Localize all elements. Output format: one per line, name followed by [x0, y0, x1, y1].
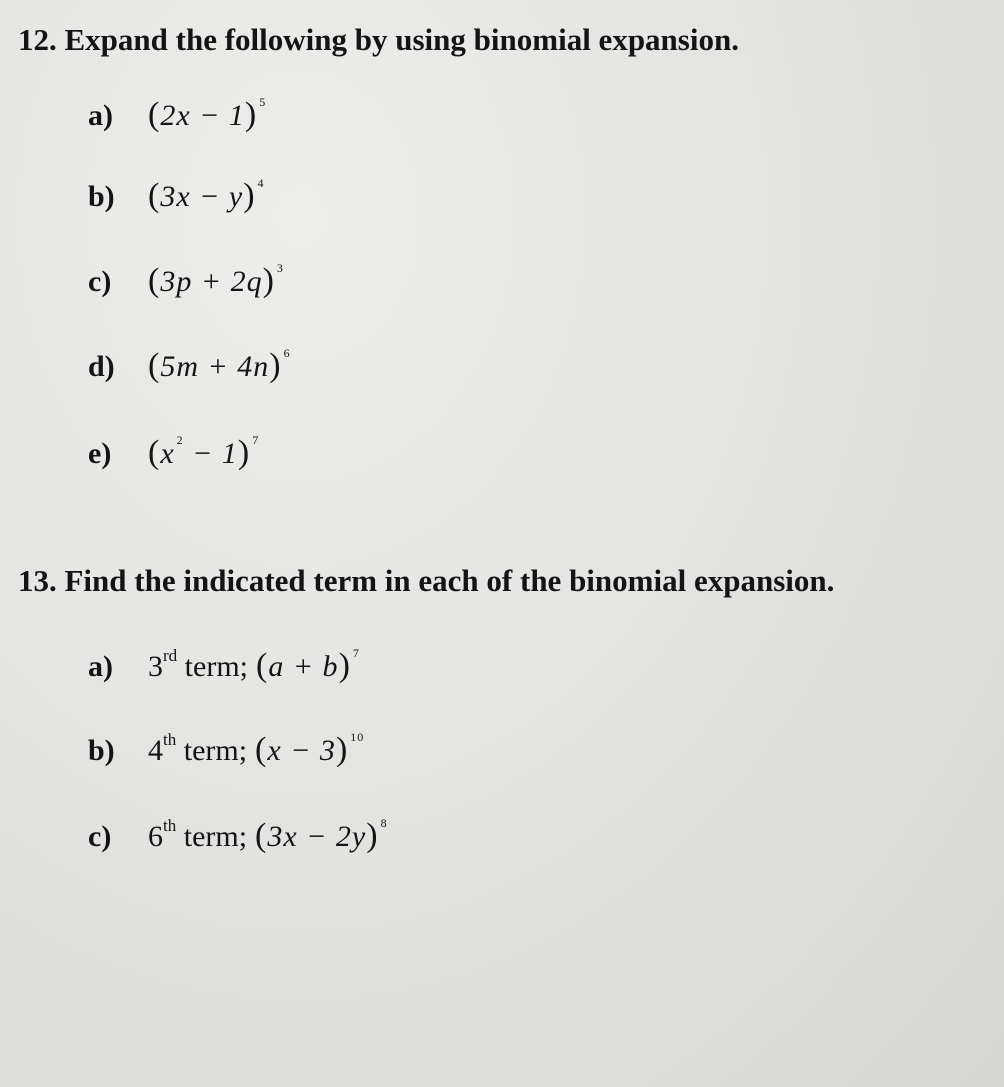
- expr-base: 3p + 2q: [160, 265, 263, 298]
- term-ordinal: [148, 816, 248, 854]
- q12-item-d: [88, 347, 291, 385]
- expression: (3p + 2q) $^3$: [148, 261, 284, 299]
- term-ordinal: [148, 730, 248, 768]
- question-number: 13.: [18, 563, 57, 598]
- term-word: term;: [183, 734, 248, 767]
- q12-item-a: [88, 96, 266, 134]
- item-label: b): [88, 734, 115, 767]
- q12-item-c: [88, 262, 284, 300]
- ordinal-suffix: th: [163, 730, 177, 749]
- item-label: d): [88, 350, 115, 383]
- item-label: b): [88, 180, 115, 213]
- ordinal-suffix: rd: [163, 646, 178, 665]
- expr-base: x: [160, 437, 175, 470]
- term-word: term;: [183, 820, 248, 853]
- item-label: c): [88, 820, 112, 853]
- expr-base: 3x − 2y: [267, 820, 367, 853]
- q12-item-e: [88, 434, 259, 472]
- ordinal-number: 4: [148, 734, 163, 767]
- ordinal-suffix: th: [163, 816, 177, 835]
- exponent: 7: [252, 433, 260, 447]
- expr-rest: − 1: [183, 437, 238, 470]
- term-word: term;: [184, 650, 248, 683]
- question-title: Expand the following by using binomial expansion.: [64, 22, 739, 57]
- expr-base: 2x − 1: [160, 99, 245, 132]
- q13-item-a: [88, 647, 360, 685]
- exponent: 4: [257, 176, 265, 190]
- q12-item-b: [88, 177, 265, 215]
- expr-base: 5m + 4n: [160, 350, 270, 383]
- item-label: a): [88, 650, 113, 683]
- expression: (5m + 4n) $^6$: [148, 346, 291, 384]
- expression: (a + b) $^7$: [255, 646, 360, 684]
- item-label: c): [88, 265, 112, 298]
- expr-base: a + b: [268, 650, 339, 683]
- q13-item-b: [88, 731, 364, 769]
- expression: (3x − 2y) $^8$: [255, 816, 388, 854]
- expression: (x $^2$ − 1) $^7$: [148, 433, 260, 471]
- question-title: Find the indicated term in each of the binomial expansion.: [64, 563, 835, 598]
- ordinal-number: 3: [148, 650, 163, 683]
- question-number: 12.: [18, 22, 57, 57]
- exponent: 7: [352, 646, 360, 660]
- expression: (2x − 1) $^5$: [148, 95, 267, 133]
- item-label: e): [88, 437, 112, 470]
- expression: (3x − y) $^4$: [148, 176, 265, 214]
- ordinal-number: 6: [148, 820, 163, 853]
- exponent: 3: [276, 261, 284, 275]
- exponent: 8: [380, 816, 388, 830]
- exponent: 10: [350, 730, 365, 744]
- q13-item-c: [88, 817, 388, 855]
- expr-base: x − 3: [267, 734, 336, 767]
- question-12-heading: [18, 22, 739, 58]
- exponent: 6: [283, 346, 291, 360]
- term-ordinal: [148, 646, 248, 684]
- expression: (x − 3) $^{10}$: [255, 730, 365, 768]
- exponent: 5: [259, 95, 267, 109]
- question-13-heading: [18, 563, 834, 599]
- item-label: a): [88, 99, 113, 132]
- expr-base: 3x − y: [160, 180, 244, 213]
- inner-exponent: 2: [176, 433, 184, 447]
